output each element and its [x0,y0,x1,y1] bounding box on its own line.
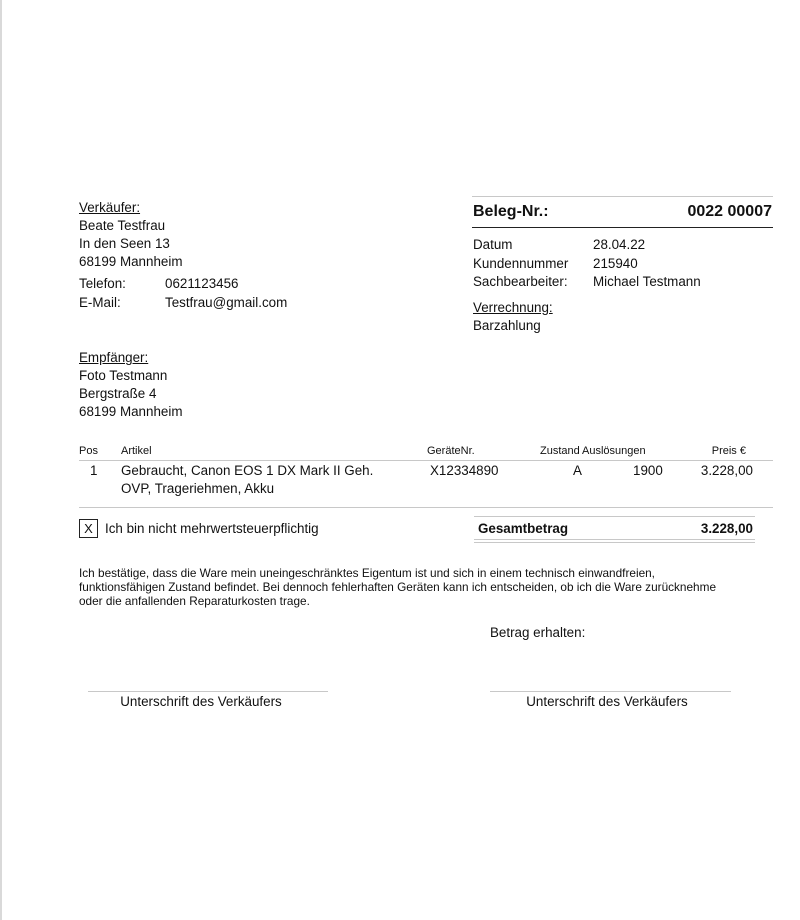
date-value: 28.04.22 [593,237,646,252]
recipient-name: Foto Testmann [79,368,168,383]
receipt-number-label: Beleg-Nr.: [473,203,549,220]
customer-label: Kundennummer [473,256,569,271]
total-label: Gesamtbetrag [478,521,569,536]
signature-label-left: Unterschrift des Verkäufers [120,694,282,709]
seller-heading: Verkäufer: [79,200,141,215]
signature-line-left [88,691,328,692]
vat-label: Ich bin nicht mehrwertsteuerpflichtig [105,521,319,536]
header-condition: Zustand [540,445,580,457]
confirmation-line-2: funktionsfähigen Zustand befindet. Bei dennoch fehlerhaften Geräten kann ich entscheiden, ob ich die Ware zurücknehme [79,580,717,594]
receipt-top-rule [472,196,773,197]
clerk-label: Sachbearbeiter: [473,274,568,289]
vat-checkbox[interactable]: X [79,519,98,538]
header-article: Artikel [121,445,152,457]
recipient-heading: Empfänger: [79,350,149,365]
seller-email-label: E-Mail: [79,295,121,310]
header-pos: Pos [79,445,98,457]
signature-line-right [490,691,731,692]
table-header-rule [79,460,773,461]
seller-phone: 0621123456 [165,276,239,291]
confirmation-line-3: oder die anfallenden Reparaturkosten trage. [79,594,310,608]
header-price: Preis € [711,445,746,457]
row-article-line2: OVP, Trageriehmen, Akku [121,481,275,496]
recipient-city: 68199 Mannheim [79,404,183,419]
receipt-number: 0022 00007 [687,203,772,220]
header-shutter: Auslösungen [582,445,646,457]
receipt-number-rule [472,227,773,228]
header-device-no: GeräteNr. [427,445,475,457]
total-rule-1 [474,539,755,540]
total-top-rule [474,516,755,517]
total-value: 3.228,00 [700,521,753,536]
recipient-street: Bergstraße 4 [79,386,157,401]
amount-received-label: Betrag erhalten: [490,625,586,640]
seller-city: 68199 Mannheim [79,254,183,269]
seller-name: Beate Testfrau [79,218,166,233]
page-border [0,0,2,920]
settlement-value: Barzahlung [473,318,541,333]
customer-value: 215940 [593,256,638,271]
seller-phone-label: Telefon: [79,276,126,291]
settlement-label: Verrechnung: [473,300,553,315]
row-shutter: 1900 [633,463,663,478]
row-article-line1: Gebraucht, Canon EOS 1 DX Mark II Geh. [121,463,374,478]
clerk-value: Michael Testmann [593,274,701,289]
seller-email: Testfrau@gmail.com [165,295,288,310]
row-pos: 1 [90,463,98,478]
date-label: Datum [473,237,513,252]
table-row-rule [79,507,773,508]
confirmation-line-1: Ich bestätige, dass die Ware mein uneingeschränktes Eigentum ist und sich in einem technisch einwandfreien, [79,566,655,580]
signature-label-right: Unterschrift des Verkäufers [526,694,688,709]
row-condition: A [573,463,582,478]
total-rule-2 [474,542,755,543]
row-device-no: X12334890 [430,463,499,478]
row-price: 3.228,00 [700,463,753,478]
seller-street: In den Seen 13 [79,236,170,251]
